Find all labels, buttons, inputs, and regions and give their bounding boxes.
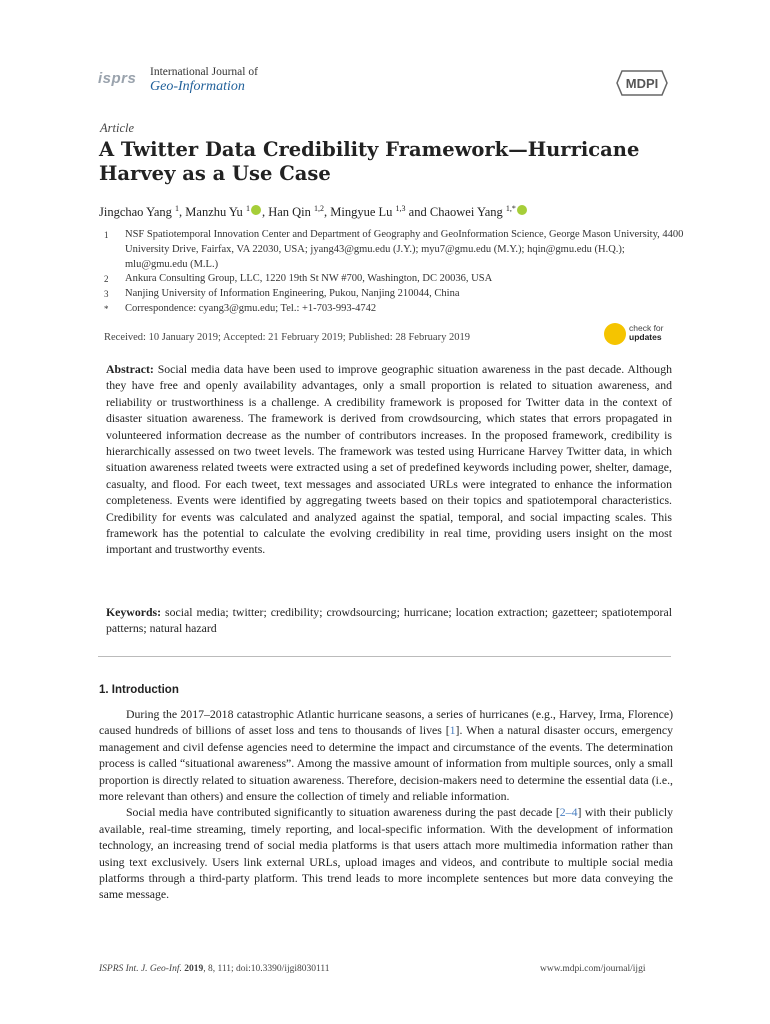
author-list: Jingchao Yang $^1$, Manzhu Yu $^1$ , Han Qin $^{1,2}$, Mingyue Lu $^{1,3}$ and Chaowei Yang $^{1,*}$	[99, 204, 528, 220]
author-name[interactable]: Jingchao Yang	[99, 205, 172, 220]
keywords-label: Keywords:	[106, 605, 162, 619]
journal-name-line1: International Journal of	[150, 66, 258, 78]
affiliation-item: 1 NSF Spatiotemporal Innovation Center and Department of Geography and GeoInformation Science, George Mason University, 4400 University Drive, Fairfax, VA 22030, USA; jyang43@gmu.edu (J.Y.); myu7@gmu.edu (M.Y.); hqin@gmu.edu (H.Q.); mlu@gmu.edu (M.L.)	[104, 229, 684, 270]
orcid-icon[interactable]	[517, 205, 527, 215]
author-name[interactable]: Manzhu Yu	[185, 205, 243, 220]
author-name[interactable]: Han Qin	[268, 205, 311, 220]
mdpi-logo	[616, 70, 668, 96]
affiliations	[104, 228, 684, 317]
section-heading: 1. Introduction	[99, 684, 179, 696]
paragraph: During the 2017–2018 catastrophic Atlantic hurricane seasons, a series of hurricanes (e.g., Harvey, Irma, Florence) caused hundreds of billions of asset loss and tens to thousands of lives [1]. When a natural disaster occurs, emergency management and civil defense agencies need to determine the impact and circumstance of the events. The determination process is called “situational awareness”. Among the massive amount of information from multiple sources, only a small proportion is directly related to situation awareness. Therefore, decision-makers need to determine the essential data (i.e., more relevant than others) and ensure the collection of timely and reliable information.	[99, 707, 673, 804]
footer-url[interactable]: www.mdpi.com/journal/ijgi	[540, 964, 646, 974]
orcid-icon[interactable]	[251, 205, 261, 215]
affiliation-item: 2 Ankura Consulting Group, LLC, 1220 19th St NW #700, Washington, DC 20036, USA	[104, 273, 493, 285]
affiliation-item: 3 Nanjing University of Information Engineering, Pukou, Nanjing 210044, China	[104, 288, 460, 300]
citation-link[interactable]: 1	[449, 723, 456, 738]
author-affil-sup: 1,2	[314, 204, 325, 213]
keywords	[106, 604, 672, 637]
journal-name-line2: Geo-Information	[150, 79, 245, 94]
citation-link[interactable]: 2–4	[559, 805, 578, 820]
check-updates-badge[interactable]: check for updates	[629, 323, 664, 342]
divider	[98, 656, 671, 657]
abstract-label: Abstract:	[106, 362, 154, 376]
paragraph: Social media have contributed significantly to situation awareness during the past decade [2–4] with their publicly available, real-time streaming, timely reporting, and local-specific information. With the development of information technology, an increasing trend of social media platforms is that users attach more multimedia information rather than using text exclusively. Users link external URLs, upload images and videos, and contribute to multiple social media platforms through a third-party platform. This trend leads to more incomplete sentences but more data conveying the same message.	[99, 805, 673, 902]
author-name[interactable]: Mingyue Lu	[330, 205, 393, 220]
author-affil-sup: 1	[245, 204, 250, 213]
author-affil-sup: 1	[175, 204, 180, 213]
abstract	[106, 361, 672, 558]
mdpi-logo-text: MDPI	[625, 76, 659, 91]
footer-citation: ISPRS Int. J. Geo-Inf. 2019, 8, 111; doi:10.3390/ijgi8030111	[99, 964, 330, 974]
correspondence: * Correspondence: cyang3@gmu.edu; Tel.: +1-703-993-4742	[104, 302, 377, 314]
isprs-logo: isprs	[98, 70, 137, 87]
keywords-text: social media; twitter; credibility; crowdsourcing; hurricane; location extraction; gazetteer; spatiotemporal patterns; natural hazard	[106, 605, 672, 636]
author-affil-sup: 1,3	[395, 204, 406, 213]
article-type: Article	[100, 121, 135, 135]
author-affil-sup: 1,*	[505, 204, 516, 213]
abstract-text: Social media data have been used to improve geographic situation awareness in the past decade. Although they have free and openly availability advantages, only a small proportion is related to situation awareness, and reliability or trustworthiness is a challenge. A credibility framework is proposed for Twitter data in the context of disaster situation awareness. The framework is derived from crowdsourcing, which states that errors propagated in volunteered information decrease as the number of contributors increases. In the proposed framework, credibility is hierarchically assessed on two tweet levels. The framework was tested using Hurricane Harvey Twitter data, in which situation awareness related tweets were extracted using a set of predefined keywords including power, shelter, damage, casualty, and flood. For each tweet, text messages and associated URLs were integrated to enhance the information completeness. Events were identified by aggregating tweets based on their topics and spatiotemporal characteristics. Credibility for events was calculated and analyzed against the spatial, temporal, and social impacting scales. This framework has the potential to calculate the evolving credibility in real time, providing users insight on the most important and trustworthy events.	[106, 362, 672, 557]
article-title: A Twitter Data Credibility Framework—Hurricane Harvey as a Use Case	[99, 138, 640, 185]
author-name[interactable]: Chaowei Yang	[429, 205, 503, 220]
check-updates-icon[interactable]	[604, 323, 626, 345]
introduction-body	[99, 706, 673, 903]
publication-dates: Received: 10 January 2019; Accepted: 21 February 2019; Published: 28 February 2019	[104, 332, 470, 343]
